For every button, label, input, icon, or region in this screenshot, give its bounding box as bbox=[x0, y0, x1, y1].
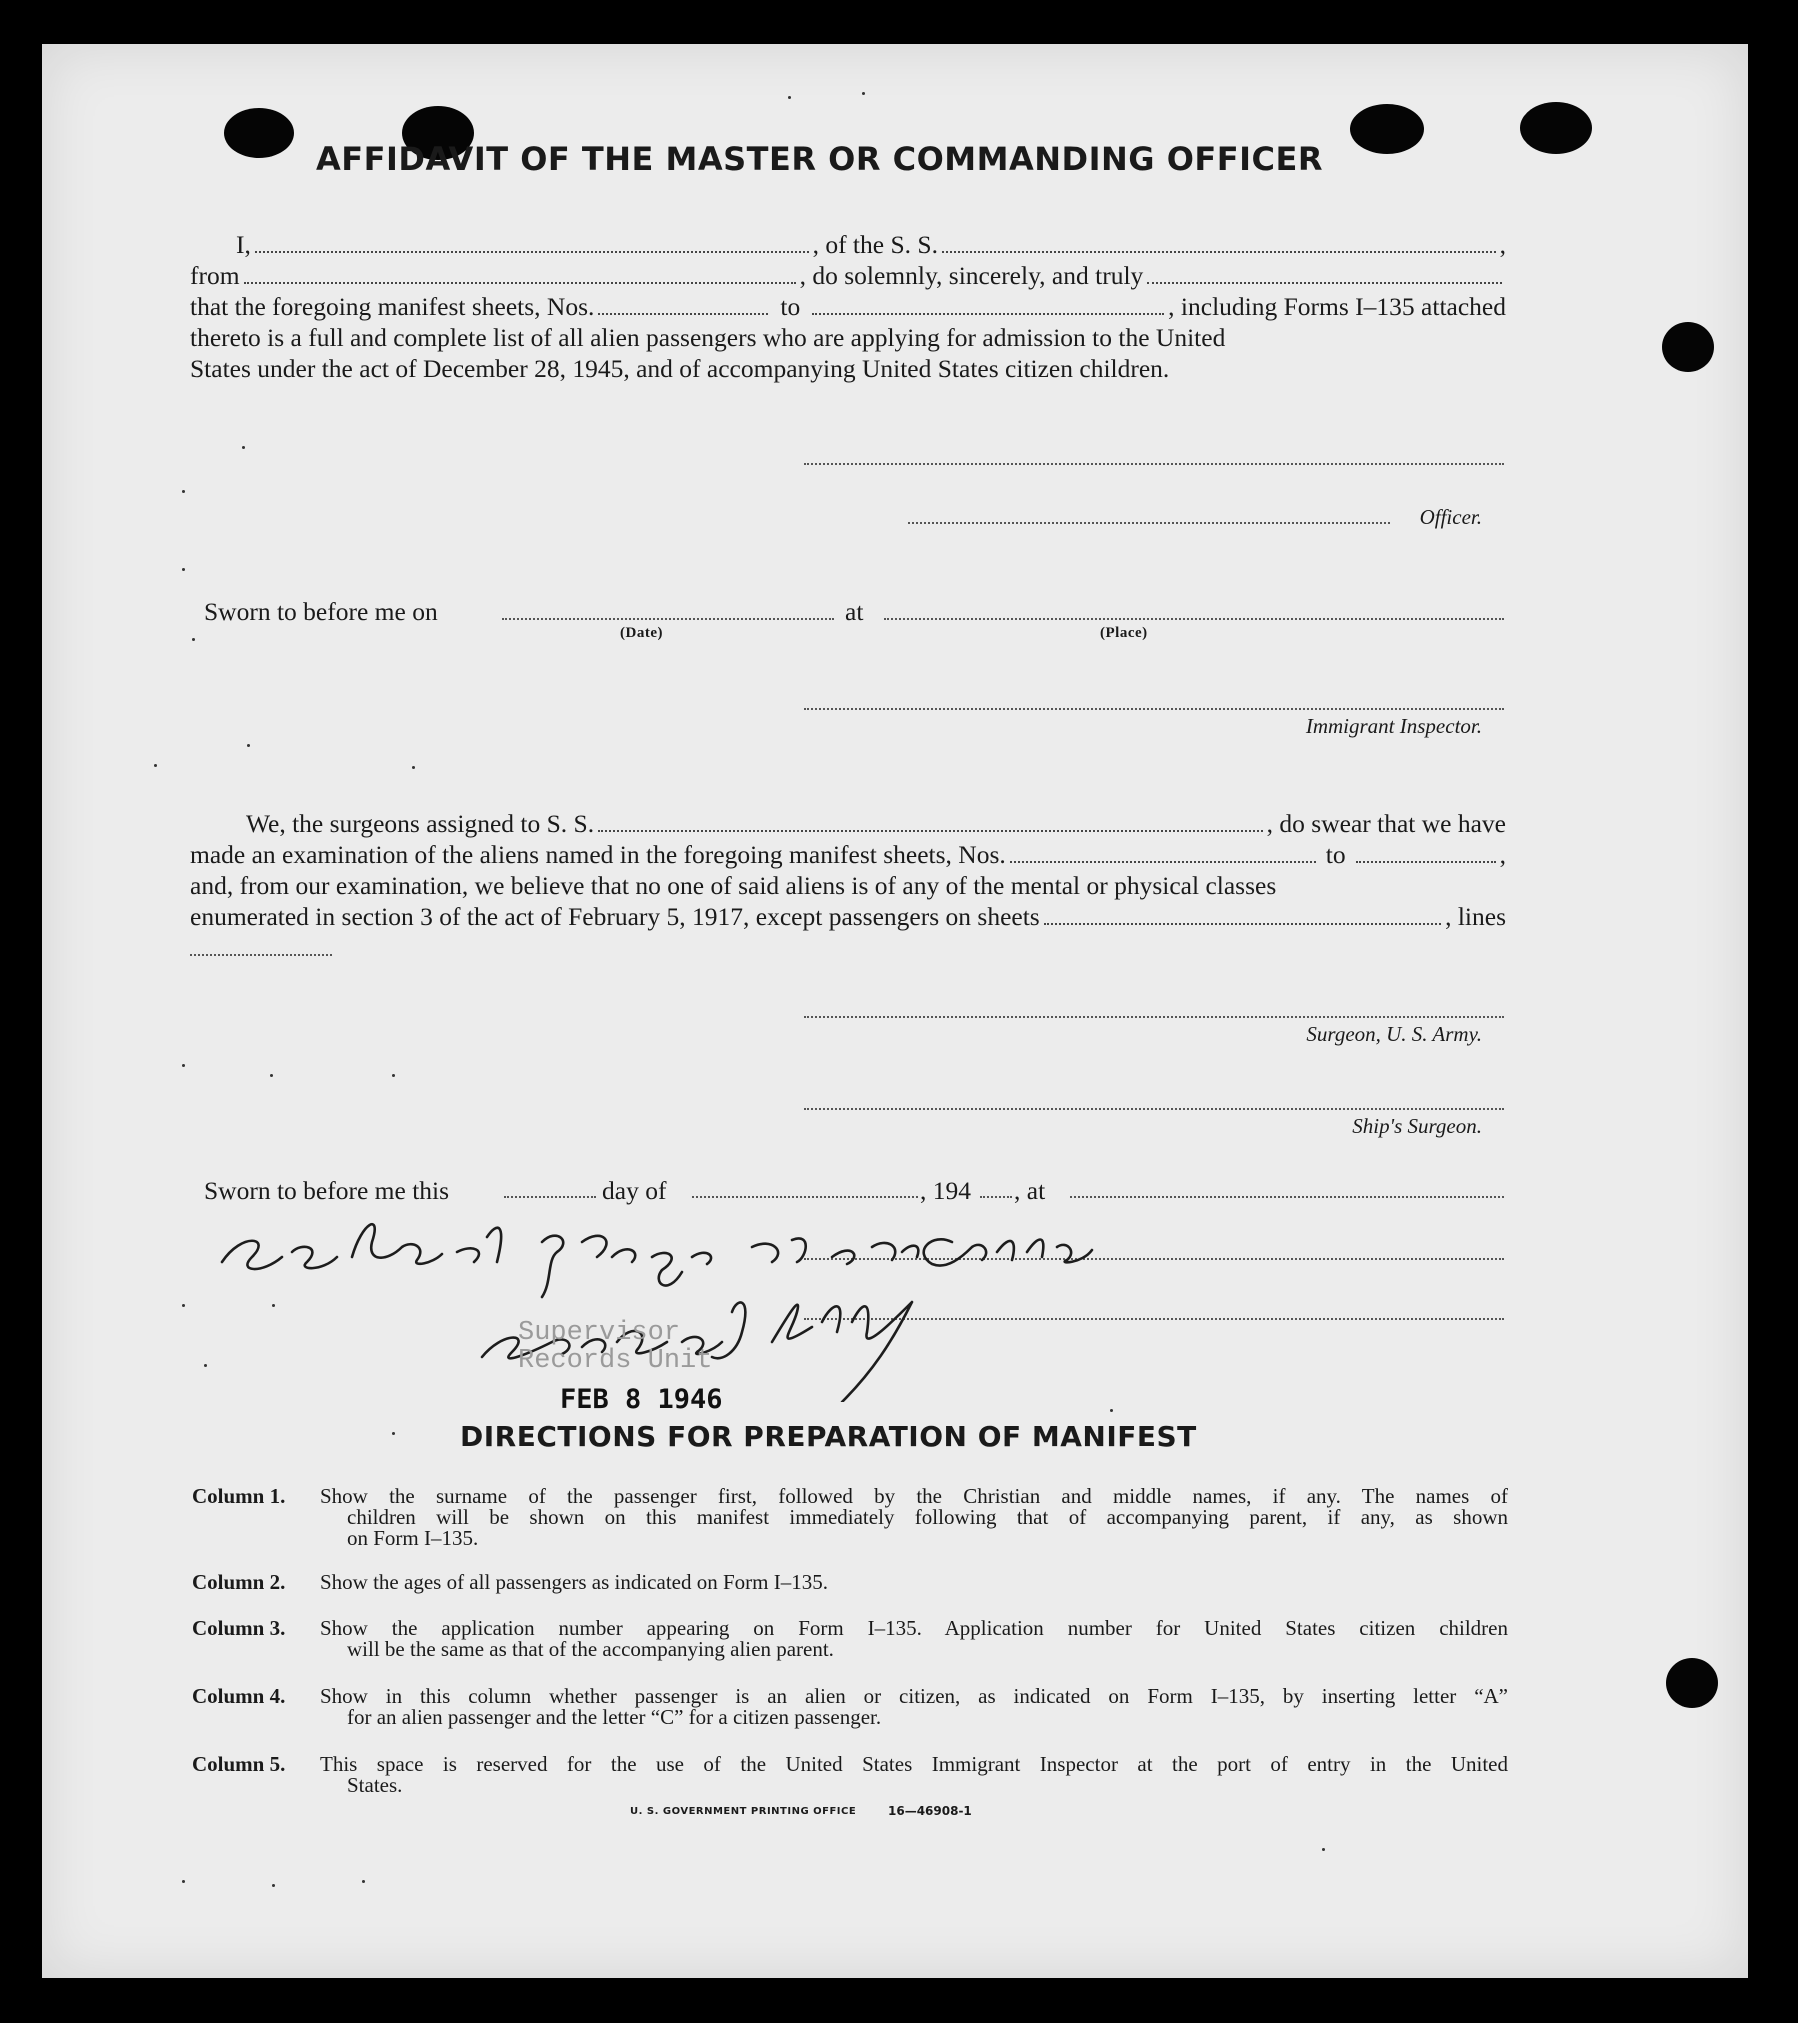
direction-column-1 bbox=[192, 1486, 1508, 1556]
column-label: Column 1. bbox=[192, 1484, 286, 1508]
including-label: , including Forms I–135 attached bbox=[1168, 292, 1506, 321]
column-label: Column 5. bbox=[192, 1752, 286, 1776]
master-text-5: States under the act of December 28, 1945, and of accompanying United States citizen children. bbox=[190, 354, 1170, 383]
direction-text: will be the same as that of the accompanying alien parent. bbox=[347, 1637, 834, 1661]
punch-hole bbox=[1350, 104, 1424, 154]
direction-text: Show the surname of the passenger first, followed by the Christian and middle names, if any. The names of bbox=[320, 1484, 1508, 1508]
directions-title: DIRECTIONS FOR PREPARATION OF MANIFEST bbox=[460, 1420, 1197, 1453]
page-title: AFFIDAVIT OF THE MASTER OR COMMANDING OFFICER bbox=[316, 140, 1323, 178]
column-label: Column 4. bbox=[192, 1684, 286, 1708]
date-caption: (Date) bbox=[620, 625, 663, 641]
direction-column-4 bbox=[192, 1686, 1508, 1732]
inspector-signature-line[interactable] bbox=[804, 708, 1504, 710]
direction-text: children will be shown on this manifest immediately following that of accompanying parent, if any, as shown bbox=[347, 1505, 1508, 1529]
sworn-day-field[interactable] bbox=[504, 1196, 596, 1198]
surgeons-line-3 bbox=[190, 871, 1506, 903]
except-lines-field[interactable] bbox=[190, 954, 332, 956]
stamp-records-unit: Records Unit bbox=[518, 1346, 713, 1376]
foregoing-label: that the foregoing manifest sheets, Nos. bbox=[190, 292, 595, 321]
direction-text: for an alien passenger and the letter “C” for a citizen passenger. bbox=[347, 1705, 882, 1729]
surgeons-sheet-to-field[interactable] bbox=[1356, 843, 1496, 863]
ship-surgeon-signature-line[interactable] bbox=[804, 1108, 1504, 1110]
sworn-year-field[interactable] bbox=[980, 1196, 1012, 1198]
punch-hole bbox=[224, 108, 294, 158]
surgeons-ship-field[interactable] bbox=[598, 812, 1263, 832]
direction-text: on Form I–135. bbox=[347, 1526, 479, 1550]
punch-hole bbox=[1662, 322, 1714, 372]
master-signature-line[interactable] bbox=[804, 463, 1504, 465]
surgeons-line-4 bbox=[190, 902, 1506, 934]
stamp-supervisor: Supervisor bbox=[518, 1318, 681, 1348]
master-line-3 bbox=[190, 292, 1506, 324]
surgeons-to: to bbox=[1325, 840, 1346, 869]
direction-column-3 bbox=[192, 1618, 1508, 1664]
army-surgeon-signature-line[interactable] bbox=[804, 1016, 1504, 1018]
surgeons-swear: , do swear that we have bbox=[1266, 809, 1506, 838]
master-text-4: thereto is a full and complete list of all alien passengers who are applying for admission to the United bbox=[190, 323, 1226, 352]
direction-text: Show in this column whether passenger is an alien or citizen, as indicated on Form I–135, by inserting letter “A” bbox=[320, 1684, 1508, 1708]
surgeons-text-3: and, from our examination, we believe that no one of said aliens is of any of the mental or physical classes bbox=[190, 871, 1277, 900]
sworn-line-1 bbox=[204, 597, 438, 627]
surgeons-line-1 bbox=[190, 809, 1506, 841]
comma: , bbox=[1499, 230, 1507, 259]
surgeons-nos: made an examination of the aliens named in the foregoing manifest sheets, Nos. bbox=[190, 840, 1006, 869]
sworn-place2-field[interactable] bbox=[1070, 1196, 1504, 1198]
of-ss-label: , of the S. S. bbox=[812, 230, 938, 259]
from-label: from bbox=[190, 261, 240, 290]
officer-caption: Officer. bbox=[1419, 505, 1482, 529]
form-code: 16—46908-1 bbox=[888, 1804, 972, 1818]
inspector-caption: Immigrant Inspector. bbox=[1305, 714, 1482, 738]
sheet-from-field[interactable] bbox=[598, 295, 768, 315]
direction-text: This space is reserved for the use of the United States Immigrant Inspector at the port of entry in the United bbox=[320, 1752, 1508, 1776]
master-line-5 bbox=[190, 354, 1506, 386]
except-sheets-field[interactable] bbox=[1044, 905, 1441, 925]
to-label: to bbox=[780, 292, 801, 321]
surgeons-sheet-from-field[interactable] bbox=[1010, 843, 1316, 863]
army-surgeon-caption: Surgeon, U. S. Army. bbox=[1306, 1022, 1482, 1046]
form-sheet bbox=[42, 44, 1748, 1978]
sworn-label: Sworn to before me on bbox=[204, 597, 438, 626]
direction-column-2 bbox=[192, 1572, 1508, 1596]
sworn-at-label: at bbox=[845, 597, 864, 626]
day-of-label: day of bbox=[602, 1176, 667, 1205]
i-label: I, bbox=[236, 230, 251, 259]
from-port-field[interactable] bbox=[244, 264, 796, 284]
surgeons-line-2 bbox=[190, 840, 1506, 872]
officer-signature-line[interactable] bbox=[908, 522, 1390, 524]
place-caption: (Place) bbox=[1100, 625, 1148, 641]
surgeons-start: We, the surgeons assigned to S. S. bbox=[246, 809, 595, 838]
stamp-date: FEB 8 1946 bbox=[560, 1384, 723, 1415]
sworn-date-field[interactable] bbox=[502, 618, 834, 620]
punch-hole bbox=[1666, 1658, 1718, 1708]
punch-hole bbox=[1520, 102, 1592, 154]
solemnly-label: , do solemnly, sincerely, and truly bbox=[799, 261, 1144, 290]
sworn-month-field[interactable] bbox=[692, 1196, 918, 1198]
year-label: , 194 bbox=[920, 1176, 971, 1205]
ship-surgeon-caption: Ship's Surgeon. bbox=[1352, 1114, 1482, 1138]
ship-name-field[interactable] bbox=[942, 233, 1496, 253]
master-line-4 bbox=[190, 323, 1506, 355]
surgeons-lines: , lines bbox=[1445, 902, 1506, 931]
sworn-at2-label: , at bbox=[1014, 1176, 1046, 1205]
sheet-to-field[interactable] bbox=[812, 295, 1164, 315]
master-line-1 bbox=[190, 230, 1506, 262]
column-label: Column 2. bbox=[192, 1570, 286, 1594]
column-label: Column 3. bbox=[192, 1616, 286, 1640]
direction-text: Show the application number appearing on Form I–135. Application number for United States citizen children bbox=[320, 1616, 1508, 1640]
sworn-this-label: Sworn to before me this bbox=[204, 1176, 450, 1205]
surgeons-comma: , bbox=[1499, 840, 1506, 869]
oath-field[interactable] bbox=[1147, 264, 1502, 284]
direction-text: Show the ages of all passengers as indicated on Form I–135. bbox=[320, 1570, 828, 1594]
sworn-place-field[interactable] bbox=[884, 618, 1504, 620]
surgeons-section: enumerated in section 3 of the act of February 5, 1917, except passengers on sheets bbox=[190, 902, 1040, 931]
printer-imprint: U. S. GOVERNMENT PRINTING OFFICE bbox=[630, 1806, 857, 1817]
direction-column-5 bbox=[192, 1754, 1508, 1800]
direction-text: States. bbox=[347, 1773, 403, 1797]
master-line-2 bbox=[190, 261, 1506, 293]
master-name-field[interactable] bbox=[255, 233, 809, 253]
